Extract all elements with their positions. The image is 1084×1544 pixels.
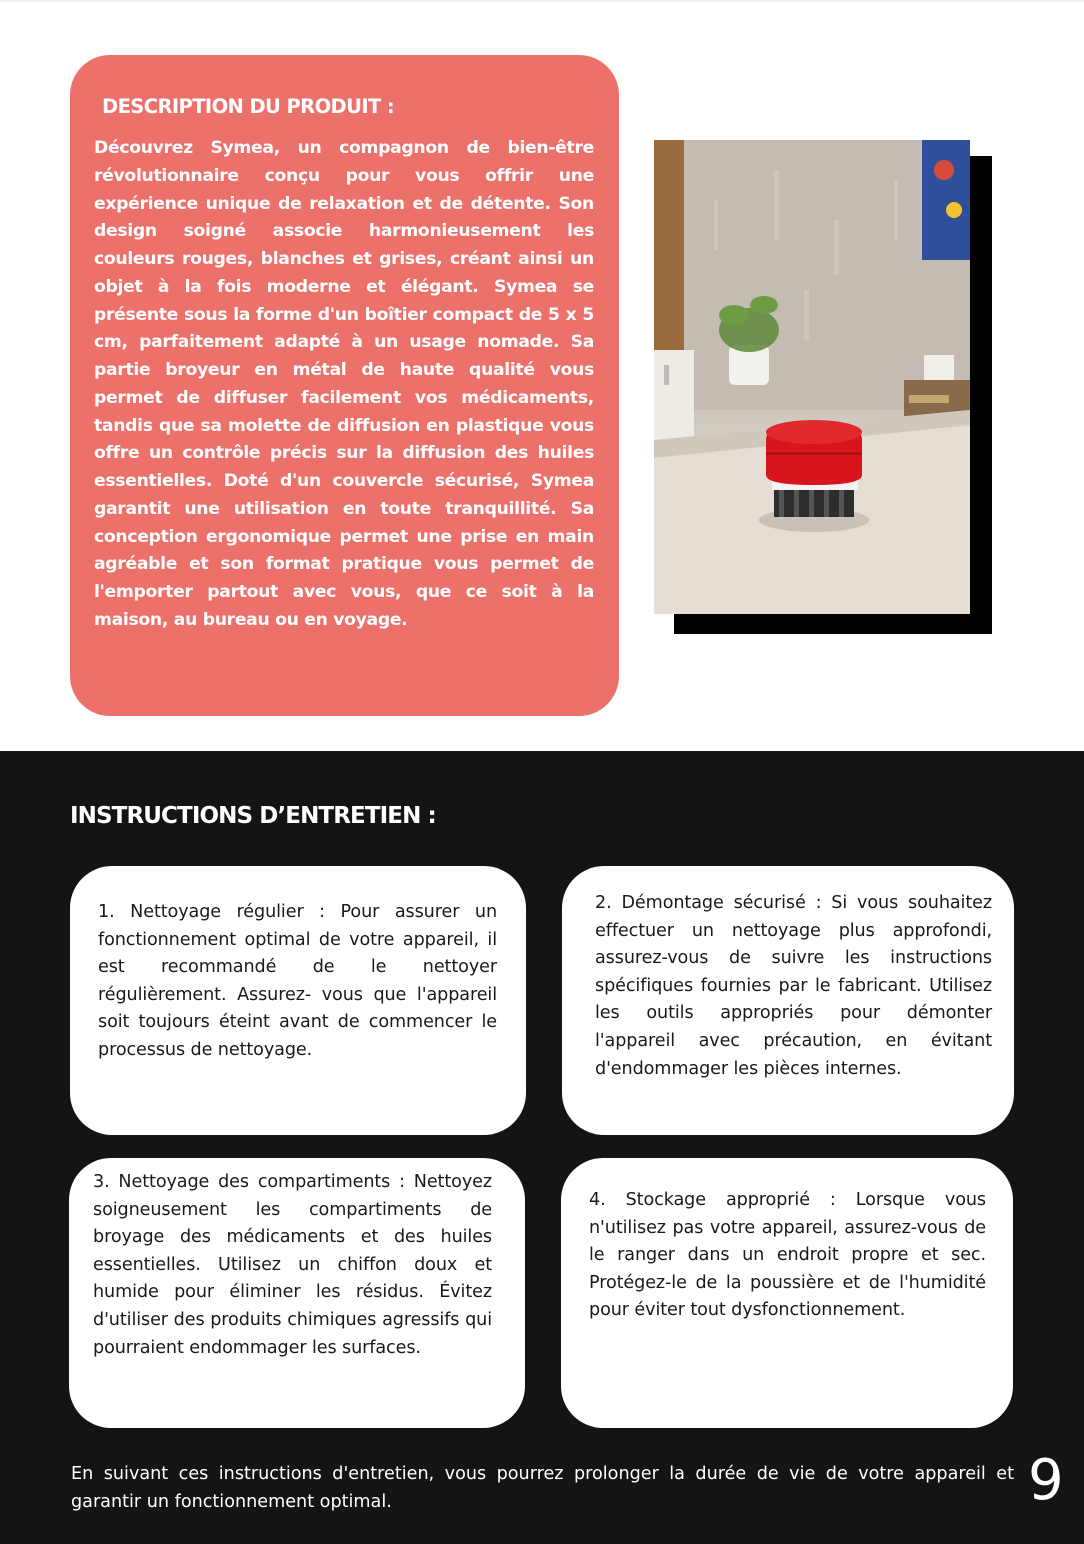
footer-text: En suivant ces instructions d'entretien, vous pourrez prolonger la durée de vie de votre appareil et garantir un fonctionnement optimal. (71, 1464, 1014, 1512)
instruction-text-3: 3. Nettoyage des compartiments : Nettoyez soigneusement les compartiments de broyage des médicaments et des huiles essentielles. Utilisez un chiffon doux et humide pour éliminer les résidus. Évitez d'utiliser des produits chimiques agressifs qui pourraient endommager les surfaces. (93, 1172, 492, 1358)
instruction-card-1 (70, 866, 526, 1135)
instruction-text-1: 1. Nettoyage régulier : Pour assurer un fonctionnement optimal de votre appareil, il est recommandé de le nettoyer régulièrement. Assurez- vous que l'appareil soit toujours éteint avant de commencer le processus de nettoyage. (98, 902, 497, 1060)
product-description-title: DESCRIPTION DU PRODUIT : (102, 95, 395, 118)
instruction-card-2 (562, 866, 1014, 1135)
instruction-text-2: 2. Démontage sécurisé : Si vous souhaitez effectuer un nettoyage plus approfondi, assurez-vous de suivre les instructions spécifiques fournies par le fabricant. Utilisez les outils appropriés pour démonter l'appareil avec précaution, en évitant d'endommager les pièces internes. (595, 893, 992, 1079)
instruction-card-4 (561, 1158, 1013, 1428)
instructions-title: INSTRUCTIONS D’ENTRETIEN : (70, 803, 436, 829)
top-rule (0, 0, 1084, 2)
instruction-card-3 (69, 1158, 525, 1428)
page-number: 9 (1028, 1448, 1064, 1513)
product-description-text: Découvrez Symea, un compagnon de bien-être révolutionnaire conçu pour vous offrir une expérience unique de relaxation et de détente. Son design soigné associe harmonieusement les couleurs rouges, blanches et grises, créant ainsi un objet à la fois moderne et élégant. Symea se présente sous la forme d'un boîtier compact de 5 x 5 cm, parfaitement adapté à un usage nomade. Sa partie broyeur en métal de haute qualité vous permet de diffuser facilement vos médicaments, tandis que sa molette de diffusion en plastique vous offre un contrôle précis sur la diffusion des huiles essentielles. Doté d'un couvercle sécurisé, Symea garantit une utilisation en toute tranquillité. Sa conception ergonomique permet une prise en main agréable et son format pratique vous permet de l'emporter partout avec vous, que ce soit à la maison, au bureau ou en voyage. (94, 138, 594, 630)
instruction-text-4: 4. Stockage approprié : Lorsque vous n'utilisez pas votre appareil, assurez-vous de le ranger dans un endroit propre et sec. Protégez-le de la poussière et de l'humidité pour éviter tout dysfonctionnement. (589, 1190, 986, 1321)
product-photo (654, 140, 970, 614)
product-description-card (70, 55, 619, 716)
